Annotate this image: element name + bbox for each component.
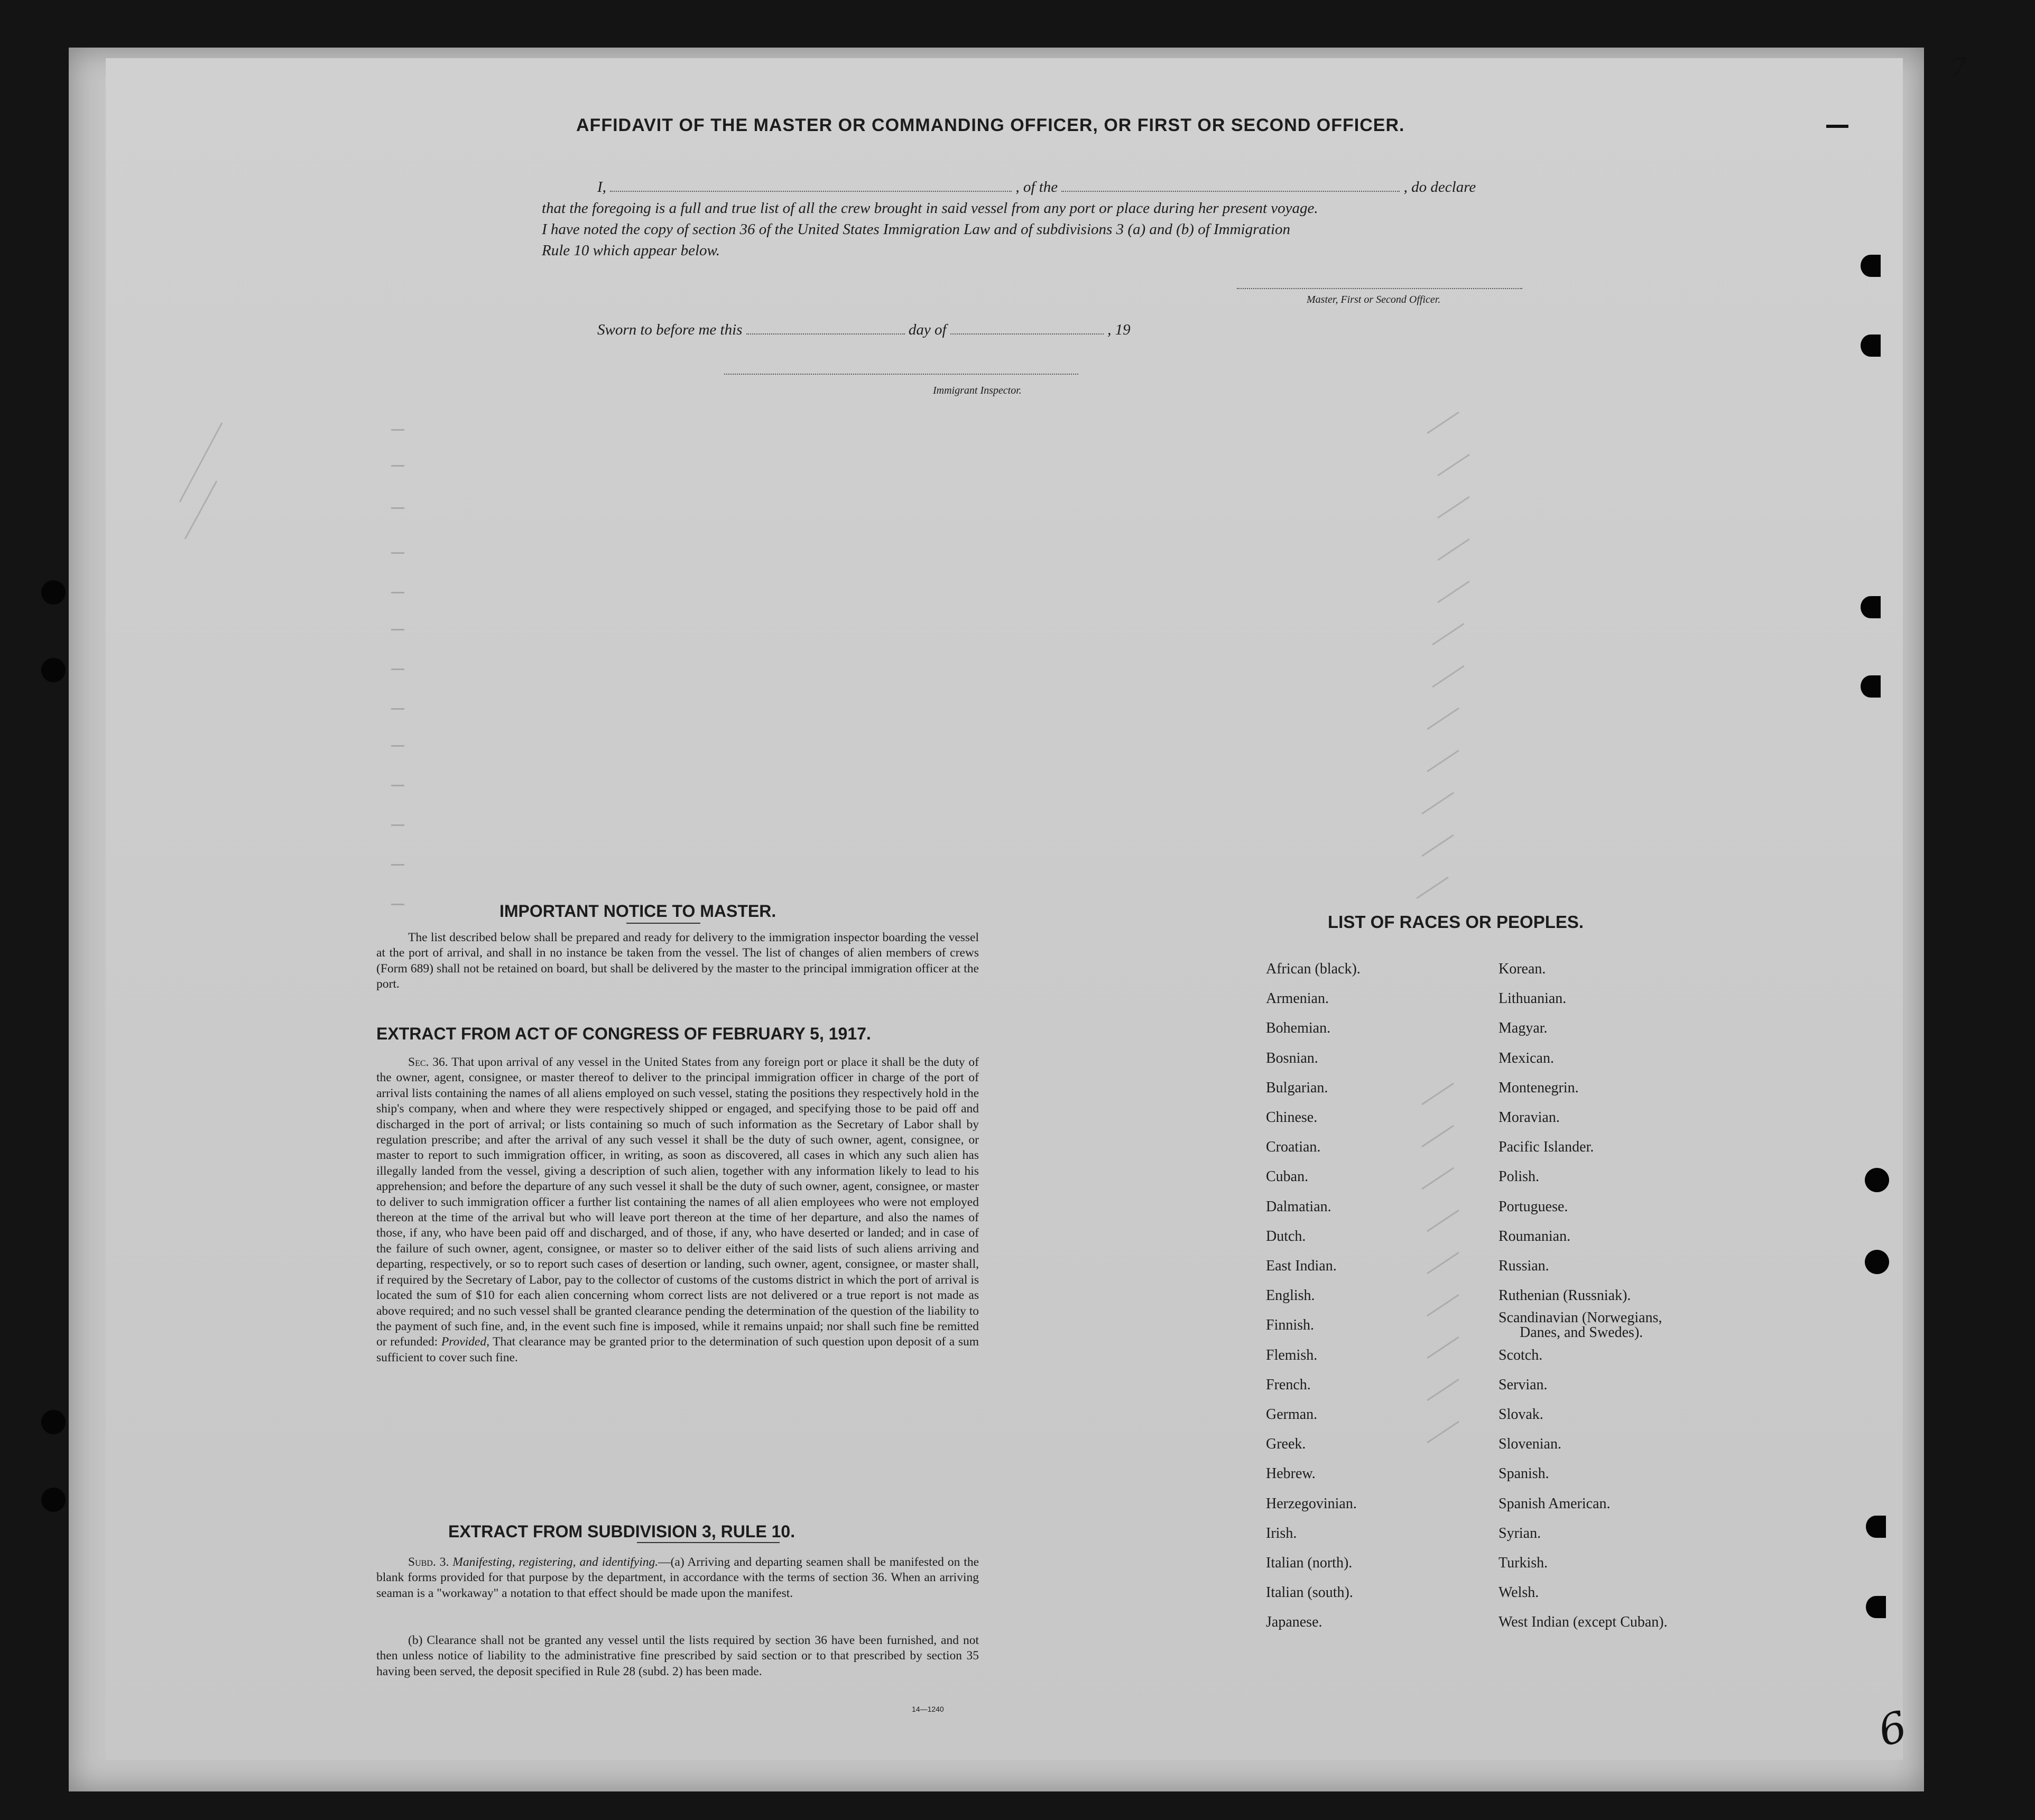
race-item: French. [1266, 1376, 1311, 1393]
race-item: Servian. [1498, 1376, 1548, 1393]
sec-label: Sec. 36. [408, 1055, 448, 1069]
name-blank [610, 190, 1012, 192]
act-extract-title: EXTRACT FROM ACT OF CONGRESS OF FEBRUARY 5, 1917. [376, 1024, 871, 1043]
race-item: Finnish. [1266, 1317, 1315, 1334]
master-signature-label: Master, First or Second Officer. [1307, 294, 1441, 305]
proviso-text: That clearance may be granted prior to the determination of such question upon deposit of a sum sufficient to cover such fine. [376, 1335, 979, 1364]
race-item: Bohemian. [1266, 1020, 1331, 1037]
sworn-month-blank [950, 333, 1104, 335]
race-item: Chinese. [1266, 1109, 1318, 1126]
race-item: Dutch. [1266, 1228, 1306, 1245]
act-extract-text [376, 1055, 979, 1366]
race-item: Irish. [1266, 1525, 1297, 1542]
race-item: Bulgarian. [1266, 1079, 1328, 1096]
affidavit-line-3: I have noted the copy of section 36 of the United States Immigration Law and of subdivisions 3 (a) and (b) of Immigration [542, 221, 1291, 238]
affidavit-title: AFFIDAVIT OF THE MASTER OR COMMANDING OFFICER, OR FIRST OR SECOND OFFICER. [576, 115, 1405, 135]
margin-mark-bottom: 6 [1873, 1701, 1912, 1757]
proviso-word: Provided, [441, 1335, 489, 1349]
affidavit-of-the: , of the [1015, 179, 1058, 196]
race-item: Pacific Islander. [1498, 1139, 1594, 1156]
sworn-date-blank [746, 333, 905, 335]
sworn-day-of: day of [908, 321, 947, 338]
race-item: Ruthenian (Russniak). [1498, 1287, 1631, 1304]
affidavit-i: I, [597, 179, 606, 196]
race-item [1498, 1311, 1668, 1340]
rule-extract-para-a [376, 1555, 979, 1601]
race-item: Greek. [1266, 1436, 1306, 1453]
vessel-blank [1061, 190, 1400, 192]
form-number: 14—1240 [912, 1705, 944, 1713]
race-item: Syrian. [1498, 1525, 1541, 1542]
race-item: Scotch. [1498, 1347, 1543, 1363]
race-item: Korean. [1498, 961, 1546, 977]
race-item: Italian (north). [1266, 1555, 1353, 1572]
race-item: Polish. [1498, 1168, 1540, 1185]
race-item: Welsh. [1498, 1584, 1539, 1601]
race-item: Montenegrin. [1498, 1079, 1579, 1096]
sworn-year: , 19 [1107, 321, 1131, 338]
race-item: Slovenian. [1498, 1436, 1561, 1453]
sworn-line [597, 321, 1131, 339]
race-item: Croatian. [1266, 1139, 1321, 1156]
races-right-column [1498, 954, 1668, 1638]
race-item: Bosnian. [1266, 1050, 1318, 1066]
races-left-column [1266, 954, 1361, 1638]
affidavit-do-declare: , do declare [1403, 179, 1476, 196]
notice-title-underline [626, 923, 700, 924]
subd-label: Subd. 3. [408, 1555, 449, 1569]
subd-heading: Manifesting, registering, and identifying. [452, 1555, 659, 1569]
affidavit-line-4: Rule 10 which appear below. [542, 242, 720, 259]
race-item: Herzegovinian. [1266, 1495, 1357, 1512]
rule-title-underline [637, 1542, 780, 1543]
notice-text: The list described below shall be prepared and ready for delivery to the immigration inspector boarding the vessel at the port of arrival, and shall in no instance be taken from the vessel. The list of changes of alien members of crews (Form 689) shall not be retained on board, but shall be delivered by the master to the principal immigration officer at the port. [376, 931, 979, 991]
race-item: Hebrew. [1266, 1465, 1316, 1482]
race-item: East Indian. [1266, 1258, 1337, 1275]
race-item: Cuban. [1266, 1168, 1309, 1185]
race-item: Roumanian. [1498, 1228, 1571, 1245]
races-title: LIST OF RACES OR PEOPLES. [1328, 912, 1584, 932]
race-item: Flemish. [1266, 1347, 1318, 1363]
race-scandinavian-cont: Danes, and Swedes). [1520, 1324, 1643, 1341]
race-item: Japanese. [1266, 1614, 1322, 1631]
affidavit-line-2: that the foregoing is a full and true list of all the crew brought in said vessel from any port or place during her present voyage. [542, 200, 1318, 217]
race-item: Italian (south). [1266, 1584, 1353, 1601]
master-signature-line [1237, 288, 1522, 289]
affidavit-line-1 [597, 179, 1538, 196]
race-item: Spanish. [1498, 1465, 1549, 1482]
race-item: Mexican. [1498, 1050, 1554, 1066]
race-item: Russian. [1498, 1258, 1549, 1275]
race-item: Moravian. [1498, 1109, 1560, 1126]
race-item: German. [1266, 1406, 1318, 1423]
race-item: English. [1266, 1287, 1315, 1304]
race-scandinavian: Scandinavian (Norwegians, [1498, 1310, 1662, 1326]
race-item: Magyar. [1498, 1020, 1548, 1037]
race-item: West Indian (except Cuban). [1498, 1614, 1668, 1631]
race-item: Armenian. [1266, 990, 1329, 1007]
rule-extract-title: EXTRACT FROM SUBDIVISION 3, RULE 10. [448, 1522, 796, 1541]
sworn-prefix: Sworn to before me this [597, 321, 743, 338]
rule-extract-para-b: (b) Clearance shall not be granted any vessel until the lists required by section 36 have been furnished, and not then unless notice of liability to the administrative fine prescribed by said section or to that prescribed by section 35 having been served, the deposit specified in Rule 28 (subd. 2) has been made. [376, 1633, 979, 1678]
sec-36-text: That upon arrival of any vessel in the United States from any foreign port or place it shall be the duty of the owner, agent, consignee, or master thereof to deliver to the principal immigration officer in charge of the port of arrival lists containing the names of all aliens employed on such vessel, stating the positions they respectively hold in the ship's company, when and where they were respectively shipped or engaged, and specifying those to be paid off and discharged in the port of arrival; or lists containing so much of such information as the Secretary of Labor shall by regulation prescribe; and after the arrival of any such vessel it shall be the duty of such owner, agent, consignee, or master to report to such immigration officer, in writing, as soon as discovered, all cases in which any such alien has illegally landed from the vessel, giving a description of such alien, together with any information likely to lead to his apprehension; and before the departure of any such vessel it shall be the duty of such owner, agent, consignee, or master to deliver to such immigration officer a further list containing the names of all alien employees who were not employed thereon at the time of the arrival but who will leave port thereon at the time of her departure, and also the names of those, if any, who have been paid off and discharged, and of those, if any, who have deserted or landed; and in case of the failure of such owner, agent, consignee, or master so to deliver either of the said lists of such aliens arriving and departing, respectively, or so to report such cases of desertion or landing, such owner, agent, consignee, or master shall, if required by the Secretary of Labor, pay to the collector of customs of the customs district in which the port of arrival is located the sum of $10 for each alien concerning whom correct lists are not delivered or a true report is not made as above required; and no such vessel shall be granted clearance pending the determination of the question of the liability to the payment of such fine, and, in the event such fine is imposed, while it remains unpaid; nor shall such fine be remitted or refunded: [376, 1055, 979, 1349]
race-item: Portuguese. [1498, 1198, 1568, 1215]
race-item: Dalmatian. [1266, 1198, 1331, 1215]
race-item: Spanish American. [1498, 1495, 1611, 1512]
race-item: Lithuanian. [1498, 990, 1567, 1007]
race-item: Slovak. [1498, 1406, 1543, 1423]
margin-mark-top: 7 [1949, 53, 1967, 85]
race-item: Turkish. [1498, 1555, 1548, 1572]
para-a-text: —(a) Arriving and departing seamen shall be manifested on the blank forms provided for that purpose by the department, in accordance with the terms of section 36. When an arriving seaman is a "workaway" a notation to that effect should be made upon the manifest. [376, 1555, 979, 1600]
inspector-signature-line [724, 374, 1078, 375]
inspector-label: Immigrant Inspector. [933, 385, 1022, 396]
race-item: African (black). [1266, 961, 1361, 977]
notice-title: IMPORTANT NOTICE TO MASTER. [500, 902, 776, 921]
